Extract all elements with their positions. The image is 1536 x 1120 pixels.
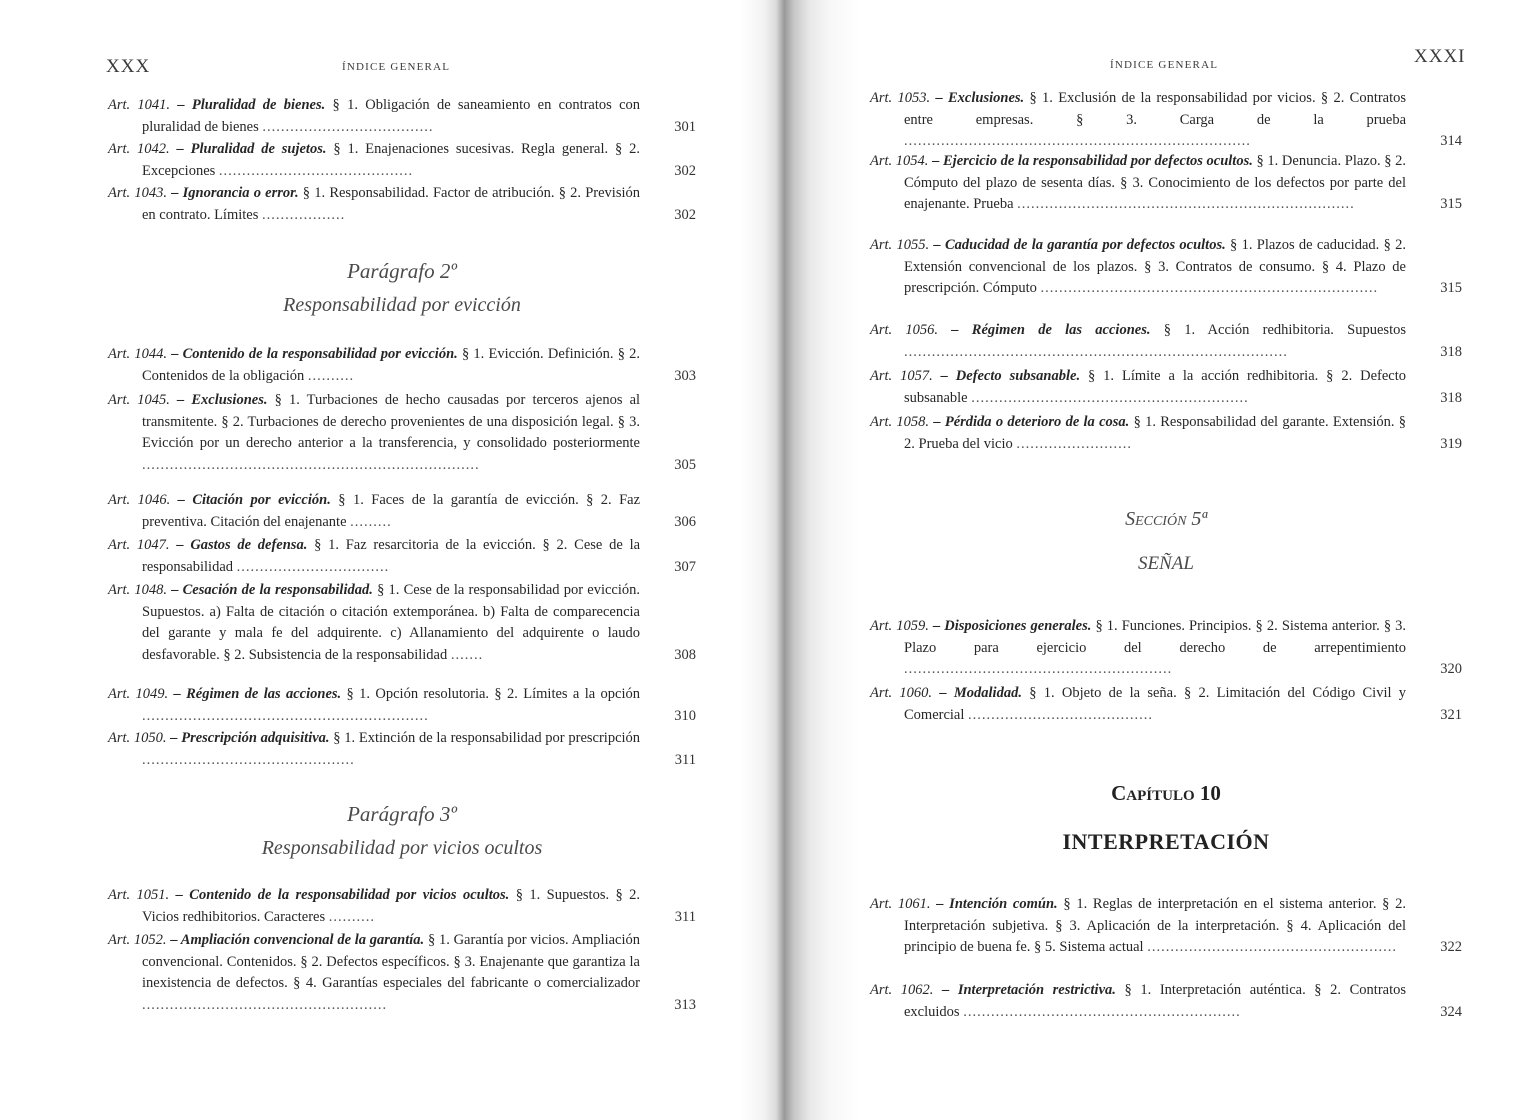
index-entry: Art. 1055. – Caducidad de la garantía por defectos ocultos. § 1. Plazos de caducidad. § 2. Extensión convencional de los plazos. § 3. Contratos de consumo. § 4. Plazo de prescripción. Cómputo ......................................................................... 315 — [870, 235, 1462, 300]
page-number: XXXI — [1414, 46, 1466, 67]
index-entry: Art. 1049. – Régimen de las acciones. § 1. Opción resolutoria. § 2. Límites a la opción .............................................................. 310 — [108, 684, 696, 727]
left-page — [0, 0, 760, 1120]
chapter-heading: Capítulo 10 — [1111, 781, 1221, 805]
index-entry: Art. 1060. – Modalidad. § 1. Objeto de la seña. § 2. Limitación del Código Civil y Comercial ........................................ 321 — [870, 683, 1462, 726]
page-ref: 313 — [674, 996, 696, 1013]
paragraph-subheading: Responsabilidad por vicios ocultos — [261, 837, 543, 859]
page-ref: 301 — [674, 118, 696, 135]
index-entry: Art. 1058. – Pérdida o deterioro de la cosa. § 1. Responsabilidad del garante. Extensión. § 2. Prueba del vicio ......................... 319 — [870, 412, 1462, 455]
book-gutter-shadow — [740, 0, 860, 1120]
page-number: XXX — [106, 56, 151, 77]
paragraph-subheading: Responsabilidad por evicción — [283, 294, 521, 316]
index-entry: Art. 1061. – Intención común. § 1. Reglas de interpretación en el sistema anterior. § 2. Interpretación subjetiva. § 3. Aplicación de la interpretación. § 4. Aplicación del principio de buena fe. § 5. Sistema actual ...................................................... 322 — [870, 894, 1462, 959]
page-ref: 311 — [674, 751, 696, 768]
index-entry: Art. 1056. – Régimen de las acciones. § 1. Acción redhibitoria. Supuestos ................................................................................... 318 — [870, 320, 1462, 363]
page-ref: 319 — [1440, 435, 1462, 452]
index-entry: Art. 1045. – Exclusiones. § 1. Turbaciones de hecho causadas por terceros ajenos al transmitente. § 2. Turbaciones de derecho provenientes de una disposición legal. § 3. Evicción por un derecho anterior a la transferencia, y consolidado posteriormente ......................................................................... 305 — [108, 390, 696, 476]
index-entry: Art. 1057. – Defecto subsanable. § 1. Límite a la acción redhibitoria. § 2. Defecto subsanable ............................................................ 318 — [870, 366, 1462, 409]
page-ref: 308 — [674, 646, 696, 663]
index-entry: Art. 1043. – Ignorancia o error. § 1. Responsabilidad. Factor de atribución. § 2. Previsión en contrato. Límites .................. 302 — [108, 183, 696, 226]
index-entry: Art. 1042. – Pluralidad de sujetos. § 1. Enajenaciones sucesivas. Regla general. § 2. Excepciones .......................................... 302 — [108, 139, 696, 182]
index-entry: Art. 1048. – Cesación de la responsabilidad. § 1. Cese de la responsabilidad por evicción. Supuestos. a) Falta de citación o citación extemporánea. b) Falta de comparecencia del garante y mala fe del adquirente. c) Allanamiento del adquirente o laudo desfavorable. § 2. Subsistencia de la responsabilidad ....... 308 — [108, 580, 696, 666]
page-ref: 318 — [1440, 343, 1462, 360]
paragraph-heading: Parágrafo 3º — [347, 802, 457, 826]
page-ref: 310 — [674, 707, 696, 724]
index-entry: Art. 1054. – Ejercicio de la responsabilidad por defectos ocultos. § 1. Denuncia. Plazo. § 2. Cómputo del plazo de sesenta días. § 3. Conocimiento de los defectos por parte del enajenante. Prueba ......................................................................... 315 — [870, 151, 1462, 216]
page-ref: 320 — [1440, 661, 1462, 677]
page-ref: 324 — [1440, 1003, 1462, 1020]
page-ref: 311 — [674, 908, 696, 925]
page-ref: 321 — [1440, 706, 1462, 723]
index-entry: Art. 1059. – Disposiciones generales. § 1. Funciones. Principios. § 2. Sistema anterior. § 3. Plazo para ejercicio del derecho de arrepentimiento .......................................................... 320 — [870, 616, 1462, 681]
running-head: ÍNDICE GENERAL — [1110, 59, 1219, 71]
paragraph-heading: Parágrafo 2º — [347, 259, 457, 283]
index-entry: Art. 1053. – Exclusiones. § 1. Exclusión de la responsabilidad por vicios. § 2. Contratos entre empresas. § 3. Carga de la prueba ........................................................................... 314 — [870, 88, 1462, 153]
page-ref: 302 — [674, 162, 696, 179]
index-entry: Art. 1044. – Contenido de la responsabilidad por evicción. § 1. Evicción. Definición. § 2. Contenidos de la obligación .......... 303 — [108, 344, 696, 387]
page-ref: 322 — [1440, 939, 1462, 955]
section-subheading: SEÑAL — [1138, 553, 1194, 574]
index-entry: Art. 1047. – Gastos de defensa. § 1. Faz resarcitoria de la evicción. § 2. Cese de la responsabilidad ................................. 307 — [108, 535, 696, 578]
index-entry: Art. 1041. – Pluralidad de bienes. § 1. Obligación de saneamiento en contratos con pluralidad de bienes ..................................... 301 — [108, 95, 696, 138]
running-head: ÍNDICE GENERAL — [342, 61, 451, 73]
page-ref: 303 — [674, 367, 696, 384]
index-entry: Art. 1050. – Prescripción adquisitiva. § 1. Extinción de la responsabilidad por prescripción .............................................. 311 — [108, 728, 696, 771]
page-ref: 306 — [674, 513, 696, 530]
page-ref: 315 — [1440, 196, 1462, 212]
page-ref: 318 — [1440, 389, 1462, 406]
index-entry: Art. 1046. – Citación por evicción. § 1. Faces de la garantía de evicción. § 2. Faz preventiva. Citación del enajenante ......... 306 — [108, 490, 696, 533]
page-ref: 302 — [674, 206, 696, 223]
section-heading: Sección 5ª — [1125, 508, 1207, 530]
index-entry: Art. 1062. – Interpretación restrictiva. § 1. Interpretación auténtica. § 2. Contratos excluidos ............................................................ 324 — [870, 980, 1462, 1023]
page-ref: 314 — [1440, 133, 1462, 149]
index-entry: Art. 1051. – Contenido de la responsabilidad por vicios ocultos. § 1. Supuestos. § 2. Vicios redhibitorios. Caracteres .......... 311 — [108, 885, 696, 928]
index-entry: Art. 1052. – Ampliación convencional de la garantía. § 1. Garantía por vicios. Ampliación convencional. Contenidos. § 2. Defectos específicos. § 3. Enajenante que garantiza la inexistencia de defectos. § 4. Garantías especiales del fabricante o comercializador ..................................................... 313 — [108, 930, 696, 1016]
chapter-title: INTERPRETACIÓN — [1062, 829, 1270, 854]
page-ref: 305 — [674, 456, 696, 473]
page-ref: 315 — [1440, 280, 1462, 296]
right-page — [776, 0, 1536, 1120]
page-ref: 307 — [674, 558, 696, 575]
